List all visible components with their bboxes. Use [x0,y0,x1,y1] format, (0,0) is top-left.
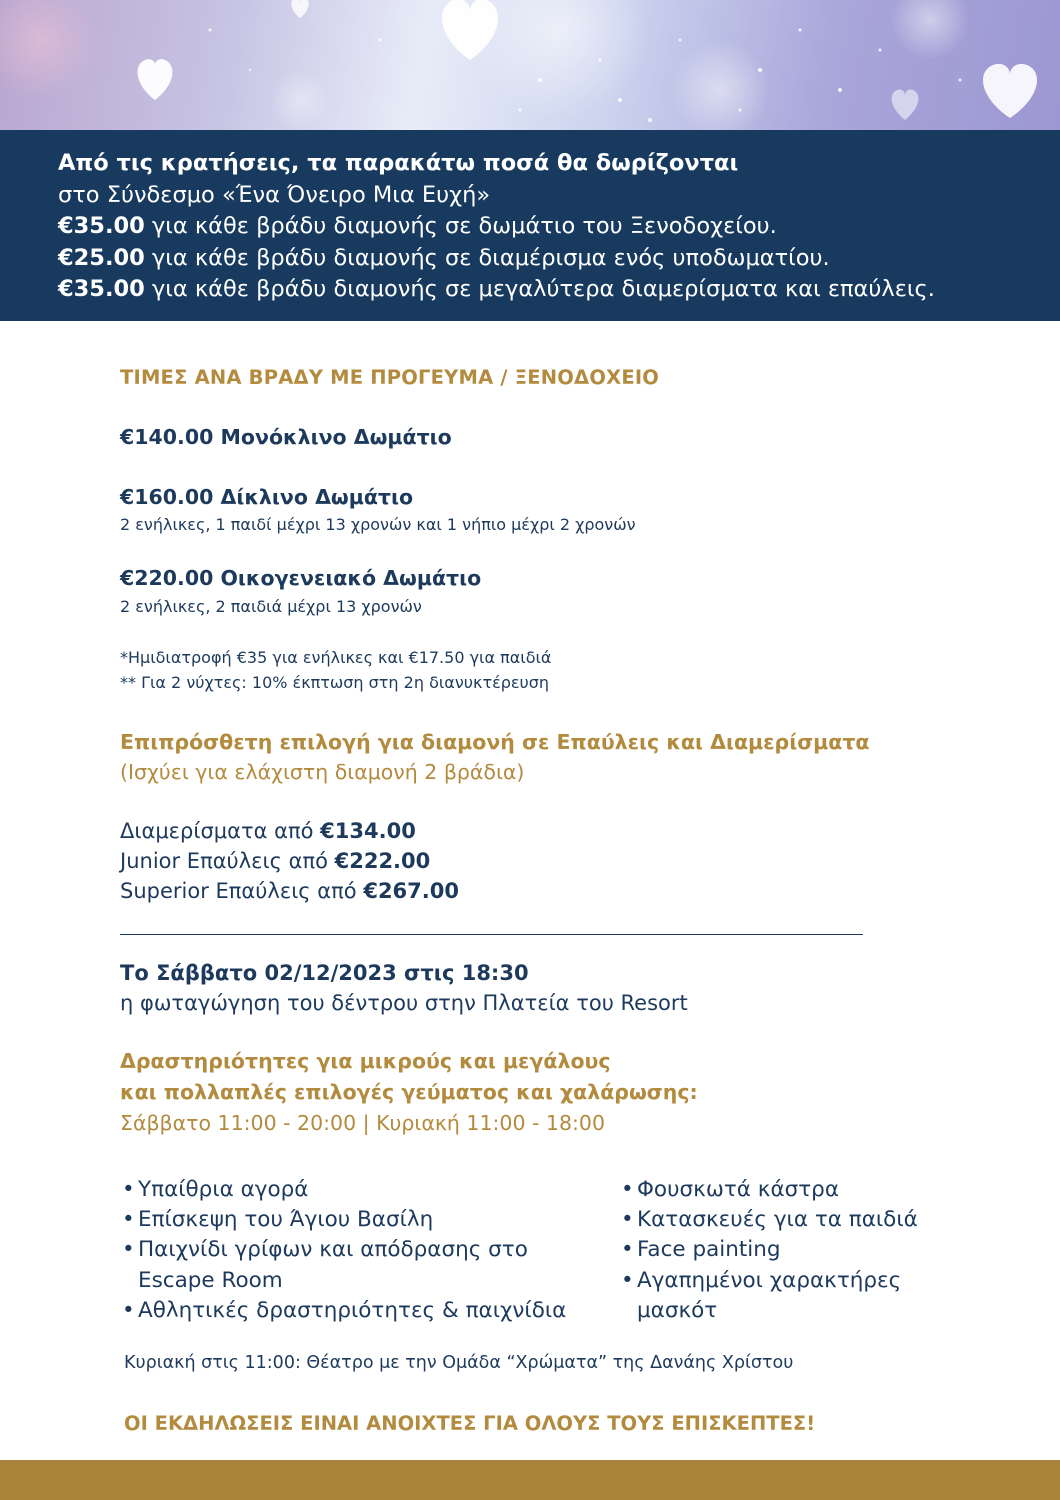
bullet-icon: • [621,1237,634,1263]
price-family-room: €220.00 Οικογενειακό Δωμάτιο [120,566,482,590]
bullet-icon: • [621,1207,634,1233]
double-room-note: 2 ενήλικες, 1 παιδί μέχρι 13 χρονών και 1 νήπιο μέχρι 2 χρονών [120,515,636,534]
theatre-note: Κυριακή στις 11:00: Θέατρο με την Ομάδα “Χρώματα” της Δανάης Χρίστου [124,1353,794,1373]
discount-note: ** Για 2 νύχτες: 10% έκπτωση στη 2η διανυκτέρευση [120,673,550,692]
banner-line-2: στο Σύνδεσμο «Ένα Όνειρο Μια Ευχή» [58,181,491,208]
prices-heading: ΤΙΜΕΣ ΑΝΑ ΒΡΑΔΥ ΜΕ ΠΡΟΓΕΥΜΑ / ΞΕΝΟΔΟΧΕΙΟ [120,366,660,389]
villa-price-line: Superior Επαύλεις από €267.00 [120,879,459,903]
bullet-icon: • [621,1177,634,1202]
hero-hearts-decoration [0,0,1060,130]
activities-list-left [120,1175,600,1326]
donation-line: €25.00 για κάθε βράδυ διαμονής σε διαμέρισμα ενός υποδωματίου. [58,244,830,271]
family-room-note: 2 ενήλικες, 2 παιδιά μέχρι 13 χρονών [120,597,422,616]
footer-bar [0,1460,1060,1500]
activities-heading-1: Δραστηριότητες για μικρούς και μεγάλους [120,1049,611,1073]
activities-heading-2: και πολλαπλές επιλογές γεύματος και χαλάρωσης: [120,1080,698,1104]
heart-icon [291,0,308,18]
bullet-icon: • [621,1267,634,1293]
donation-banner [0,130,1060,321]
list-item: • Κατασκευές για τα παιδιά [619,1205,949,1235]
closing-statement: ΟΙ ΕΚΔΗΛΩΣΕΙΣ ΕΙΝΑΙ ΑΝΟΙΧΤΕΣ ΓΙΑ ΟΛΟΥΣ ΤΟΥΣ ΕΠΙΣΚΕΠΤΕΣ! [124,1412,816,1435]
donation-line: €35.00 για κάθε βράδυ διαμονής σε μεγαλύτερα διαμερίσματα και επαύλεις. [58,276,935,302]
list-item: • Παιχνίδι γρίφων και απόδρασης στο Escape Room [122,1237,528,1293]
villas-subheading: (Ισχύει για ελάχιστη διαμονή 2 βράδια) [120,760,525,784]
list-item: • Φουσκωτά κάστρα [619,1175,949,1205]
heart-icon [138,59,173,100]
half-board-note: *Ημιδιατροφή €35 για ενήλικες και €17.50 για παιδιά [120,648,552,667]
bullet-icon: • [122,1207,135,1233]
activities-list-right [619,1175,949,1326]
banner-line-1: Από τις κρατήσεις, τα παρακάτω ποσά θα δωρίζονται [58,150,739,176]
hearts-bokeh-decoration [0,0,1060,130]
list-item: • Face painting [619,1235,949,1265]
villa-price-line: Διαμερίσματα από €134.00 [120,819,416,843]
donation-line: €35.00 για κάθε βράδυ διαμονής σε δωμάτιο του Ξενοδοχείου. [58,213,777,239]
event-text: η φωταγώγηση του δέντρου στην Πλατεία του Resort [120,991,688,1015]
list-item: • Αθλητικές δραστηριότητες & παιχνίδια [120,1296,600,1326]
activities-schedule: Σάββατο 11:00 - 20:00 | Κυριακή 11:00 - 18:00 [120,1111,606,1135]
villas-heading: Επιπρόσθετη επιλογή για διαμονή σε Επαύλεις και Διαμερίσματα [120,730,870,754]
heart-icon [892,89,919,120]
bullet-icon: • [122,1237,135,1263]
heart-icon [983,64,1037,118]
price-double-room: €160.00 Δίκλινο Δωμάτιο [120,485,414,509]
villa-price-line: Junior Επαύλεις από €222.00 [120,849,431,873]
bullet-icon: • [122,1297,135,1323]
price-single-room: €140.00 Μονόκλινο Δωμάτιο [120,425,452,449]
event-title: Το Σάββατο 02/12/2023 στις 18:30 [120,961,529,985]
bullet-icon: • [122,1177,135,1202]
section-divider [120,934,863,935]
list-item: • Αγαπημένοι χαρακτήρες μασκότ [621,1267,902,1323]
list-item: • Υπαίθρια αγορά [120,1175,600,1205]
list-item: • Επίσκεψη του Άγιου Βασίλη [120,1205,600,1235]
